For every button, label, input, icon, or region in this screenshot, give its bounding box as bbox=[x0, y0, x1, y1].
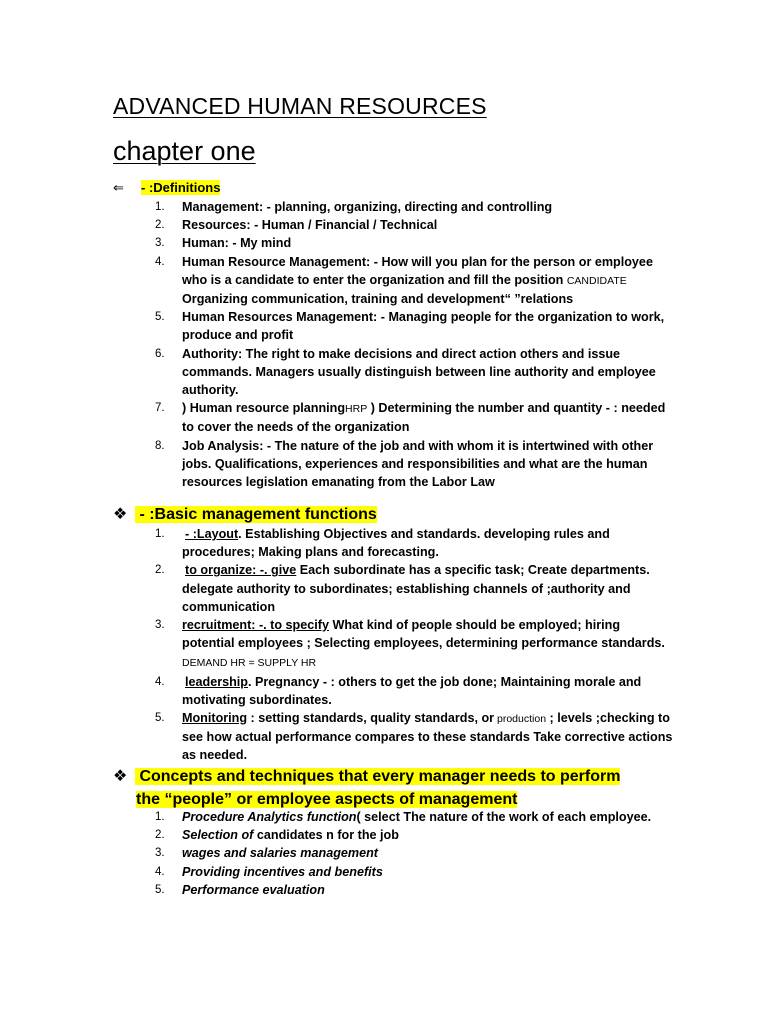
management-functions-list bbox=[155, 525, 675, 765]
list-item-text: Organizing communication, training and development“ ”relations bbox=[182, 292, 574, 307]
definitions-heading bbox=[113, 180, 220, 196]
list-item-number: 1. bbox=[155, 528, 165, 540]
list-item-number: 2. bbox=[155, 564, 165, 577]
list-item-italic-text: Selection of bbox=[182, 828, 254, 843]
list-item-small-text: production bbox=[494, 713, 547, 726]
list-item-text: ) Human resource planning bbox=[182, 401, 346, 416]
manager-concepts-list bbox=[155, 808, 675, 899]
list-item-number: 4. bbox=[155, 255, 165, 268]
diamond-bullet-icon: ❖ bbox=[113, 506, 128, 523]
list-item bbox=[155, 437, 675, 492]
list-item-text: . Establishing Objectives and standards. developing rules and procedures; Making plans and forecasting. bbox=[182, 527, 610, 560]
list-item-italic-text: wages and salaries management bbox=[182, 846, 378, 861]
left-double-arrow-icon: ⇐ bbox=[113, 180, 124, 195]
list-item-small-text: CANDIDATE bbox=[566, 274, 627, 287]
list-item-label: leadership bbox=[185, 674, 248, 689]
list-item bbox=[155, 399, 675, 436]
list-item-number: 3. bbox=[155, 237, 165, 250]
list-item bbox=[155, 616, 675, 673]
list-item bbox=[155, 525, 675, 561]
list-item-number: 2. bbox=[155, 829, 165, 842]
list-item-text: Human Resources Management: - Managing people for the organization to work, produce and profit bbox=[182, 310, 665, 343]
list-item-text: : setting standards, quality standards, or bbox=[247, 711, 495, 726]
list-item-label: to organize: -. give bbox=[185, 563, 297, 578]
list-item-italic-text: Performance evaluation bbox=[182, 882, 325, 897]
list-item-text: ) Determining the number and quantity - : needed to cover the needs of the organization bbox=[182, 401, 666, 435]
list-item-text: . Pregnancy - : others to get the job done; Maintaining morale and motivating subordinates. bbox=[182, 674, 642, 707]
list-item-text: Management: - planning, organizing, directing and controlling bbox=[182, 200, 553, 214]
list-item-italic-text: Providing incentives and benefits bbox=[182, 864, 383, 879]
list-item-text: Job Analysis: - The nature of the job and with whom it is intertwined with other jobs. Qualifications, experiences and responsibilities and what are the human resources legislation emanating from the Labor Law bbox=[182, 438, 654, 490]
list-item-number: 7. bbox=[155, 402, 165, 415]
list-item bbox=[155, 253, 675, 309]
chapter-heading: chapter one bbox=[113, 136, 256, 166]
list-item-italic-text: Procedure Analytics function bbox=[182, 810, 357, 824]
definitions-heading-text: - :Definitions bbox=[141, 180, 221, 195]
list-item bbox=[155, 808, 675, 826]
list-item-number: 1. bbox=[155, 201, 165, 213]
definitions-list bbox=[155, 198, 675, 491]
list-item bbox=[155, 198, 675, 216]
list-item-number: 4. bbox=[155, 865, 165, 878]
diamond-bullet-icon: ❖ bbox=[113, 768, 128, 785]
list-item-number: 6. bbox=[155, 347, 165, 360]
list-item-number: 4. bbox=[155, 675, 165, 688]
manager-concepts-heading-line2: the “people” or employee aspects of management bbox=[136, 791, 518, 808]
list-item-number: 2. bbox=[155, 219, 165, 232]
management-functions-heading bbox=[113, 504, 377, 524]
list-item-number: 8. bbox=[155, 439, 165, 452]
list-item-small-text: DEMAND HR = SUPPLY HR bbox=[182, 657, 317, 670]
list-item-text: Each subordinate has a specific task; Create departments. delegate authority to subordinates; establishing channels of ;authority and communication bbox=[182, 563, 650, 614]
list-item-text: ( select The nature of the work of each employee. bbox=[356, 810, 652, 824]
list-item-text: What kind of people should be employed; hiring potential employees ; Selecting employees, determining performance standards. bbox=[182, 618, 665, 651]
list-item bbox=[155, 561, 675, 616]
list-item-text: Human: - My mind bbox=[182, 236, 292, 251]
list-item bbox=[155, 863, 675, 881]
management-functions-heading-text: - :Basic management functions bbox=[135, 506, 377, 523]
list-item bbox=[155, 881, 675, 899]
list-item-text: Authority: The right to make decisions and direct action others and issue commands. Managers usually distinguish between line authority and employee authority. bbox=[182, 346, 656, 398]
list-item bbox=[155, 844, 675, 862]
list-item bbox=[155, 345, 675, 400]
list-item-text: Human Resource Management: - How will you plan for the person or employee who is a candidate to enter the organization and fill the position bbox=[182, 254, 653, 287]
list-item-small-text: HRP bbox=[345, 403, 368, 416]
list-item-number: 5. bbox=[155, 883, 165, 896]
list-item-label: recruitment: -. to specify bbox=[182, 618, 329, 633]
list-item bbox=[155, 709, 675, 765]
list-item bbox=[155, 826, 675, 844]
list-item-text: candidates n for the job bbox=[253, 828, 399, 843]
list-item-number: 3. bbox=[155, 847, 165, 860]
list-item-number: 3. bbox=[155, 619, 165, 632]
list-item-number: 5. bbox=[155, 311, 165, 324]
list-item-label: Monitoring bbox=[182, 711, 248, 726]
list-item bbox=[155, 673, 675, 709]
list-item-number: 5. bbox=[155, 712, 165, 725]
manager-concepts-heading bbox=[113, 765, 713, 811]
manager-concepts-heading-line1: Concepts and techniques that every manager needs to perform bbox=[135, 768, 621, 785]
list-item bbox=[155, 216, 675, 234]
document-title: ADVANCED HUMAN RESOURCES bbox=[113, 93, 487, 119]
list-item bbox=[155, 308, 675, 344]
list-item-text: Resources: - Human / Financial / Technical bbox=[182, 218, 438, 233]
list-item-label: - :Layout bbox=[185, 527, 239, 541]
list-item-text: ; levels ;checking to see how actual performance compares to these standards Take corrective actions as needed. bbox=[182, 711, 673, 763]
list-item bbox=[155, 234, 675, 252]
list-item-number: 1. bbox=[155, 811, 165, 823]
